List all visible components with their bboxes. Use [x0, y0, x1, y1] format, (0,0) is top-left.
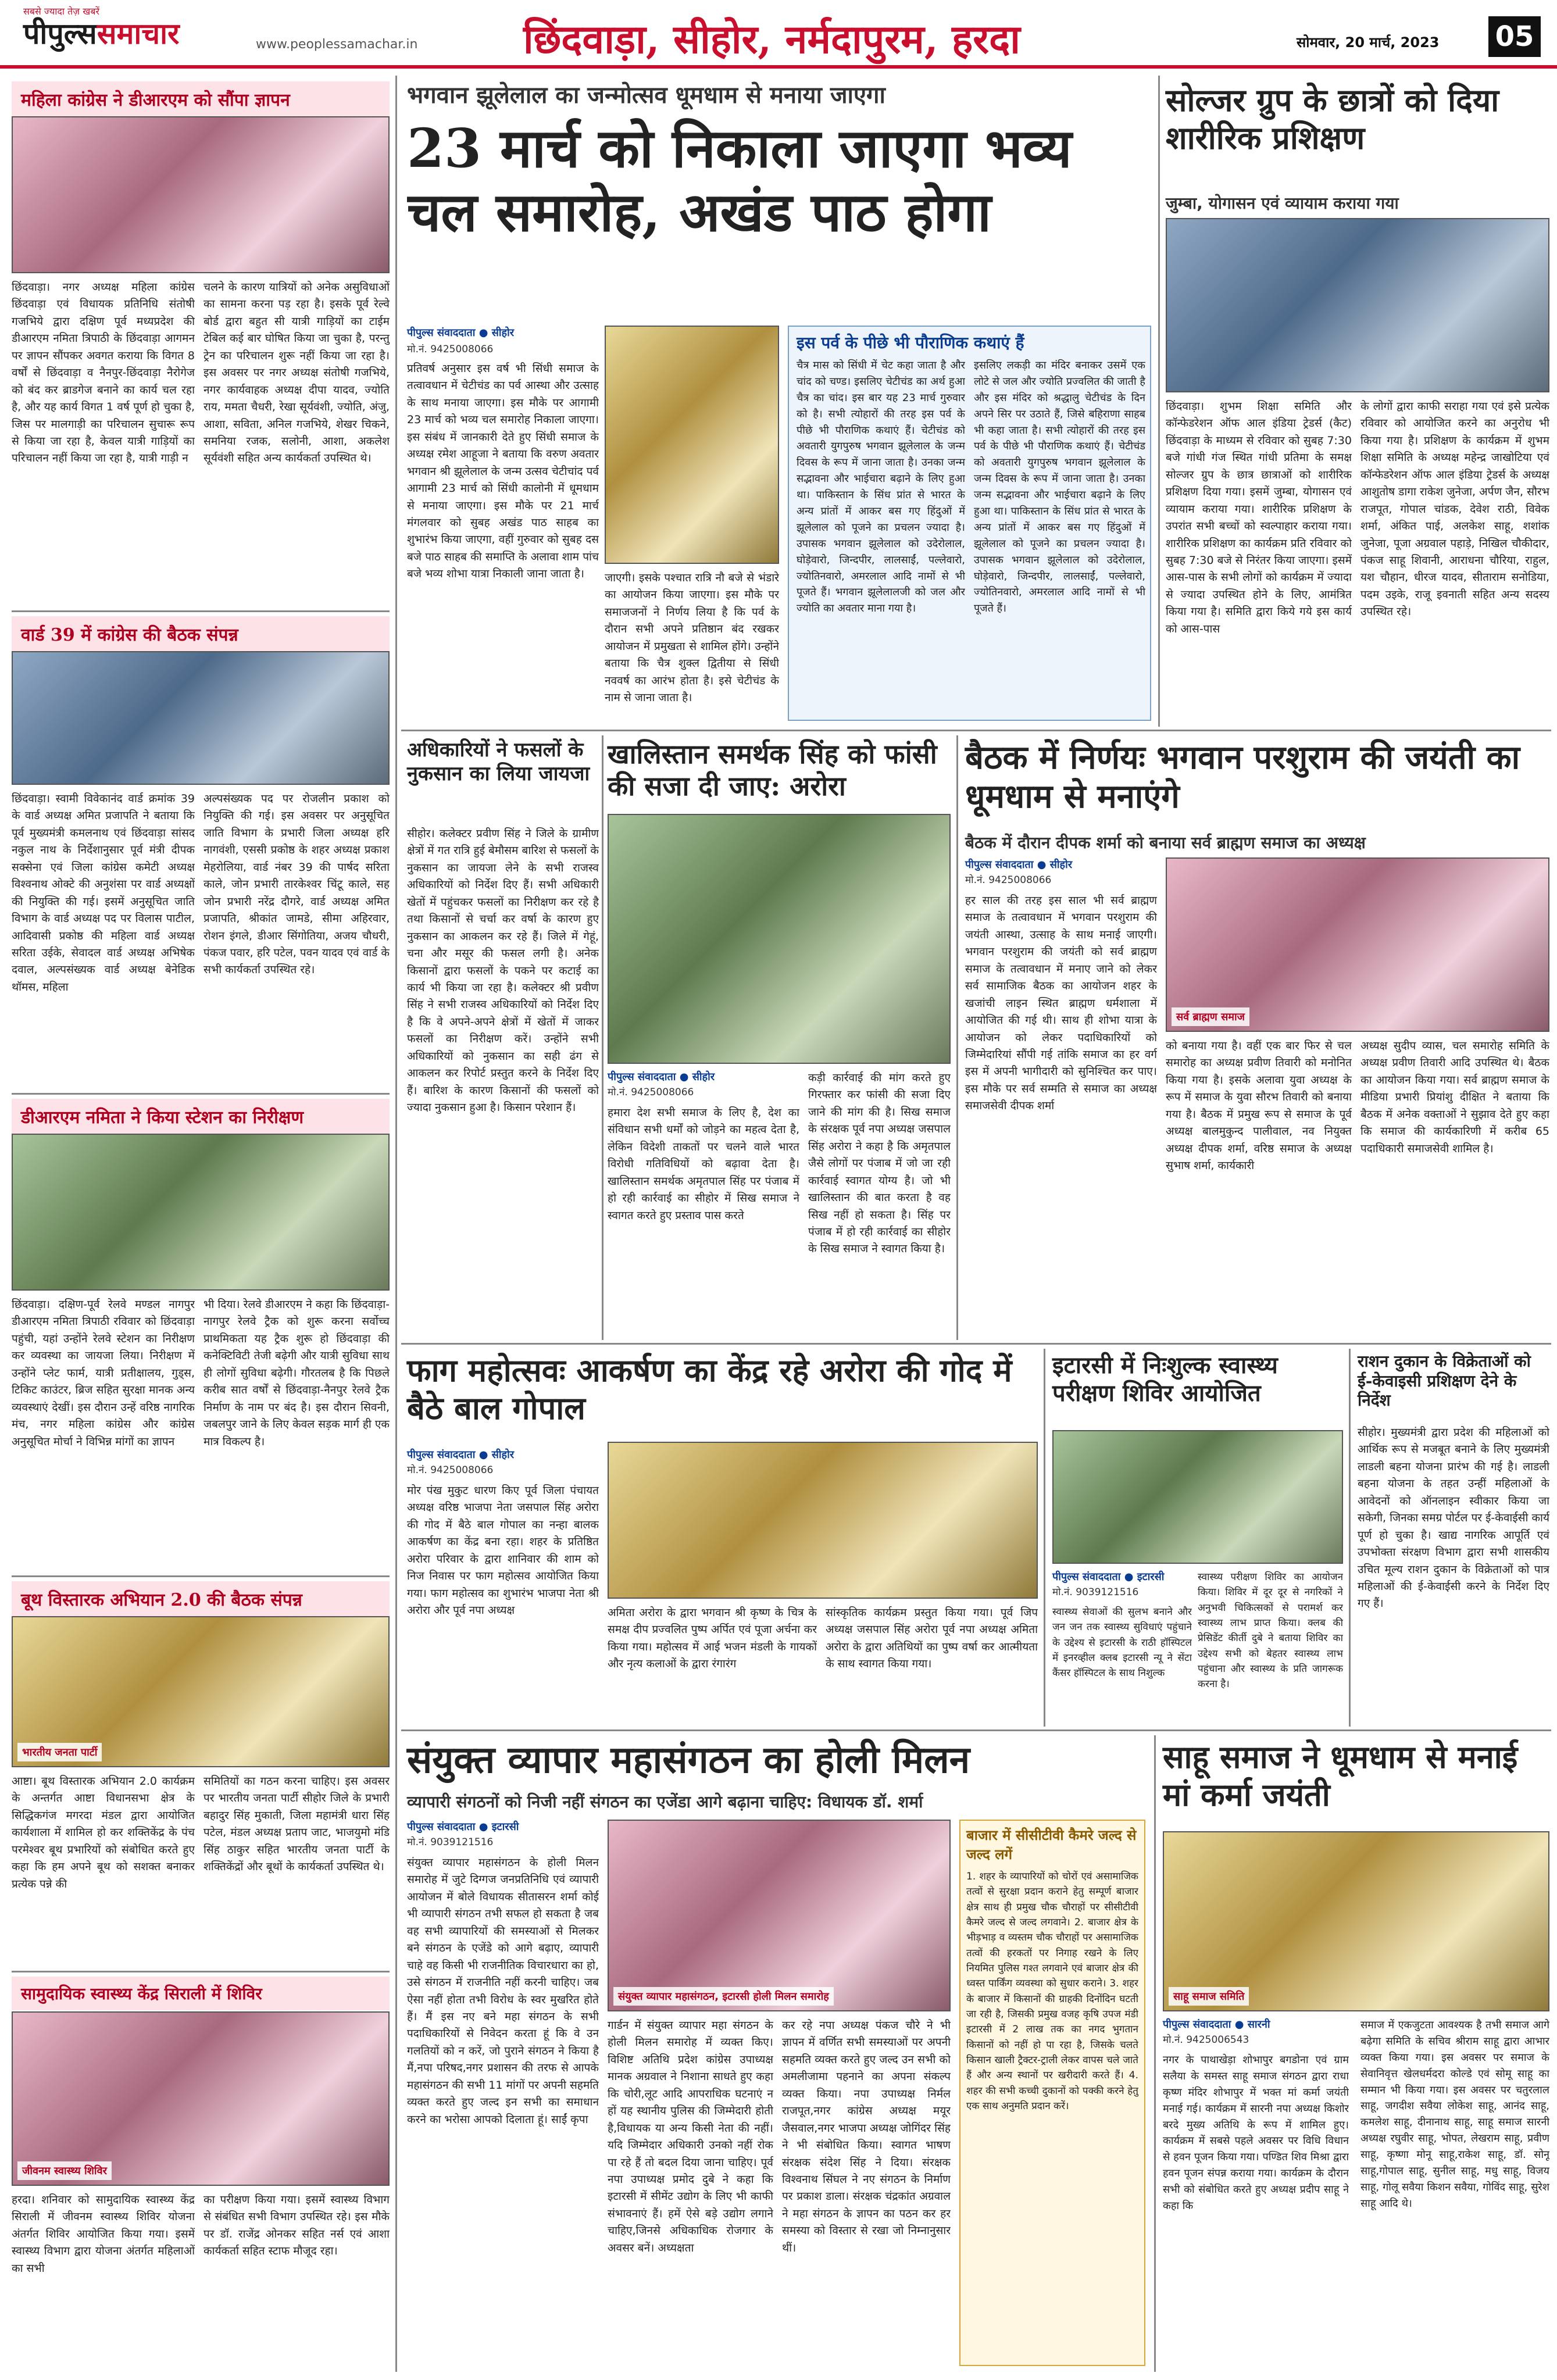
byline-name: पीपुल्स संवाददाता [608, 1071, 676, 1083]
divider [401, 1343, 1551, 1345]
article-photo [605, 326, 779, 564]
lead-headline: 23 मार्च को निकाला जाएगा भव्य चल समारोह, अखंड पाठ होगा [407, 117, 1072, 244]
article-body: कड़ी कार्रवाई की मांग करते हुए गिरफ्तार कर फांसी की सजा दिए जाने की मांग की है। सिख समाज के संरक्षक पूर्व नपा अध्यक्ष जसपाल सिंह अरोरा ने कहा है कि अमृतपाल जैसे लोगों पर पंजाब में जो जा रही कार्रवाई स्वागत योग्य है। जो भी खालिस्तान की बात करता है वह सिख नहीं हो सकता है। सिंह पर पंजाब में हो रही कार्रवाई का सीहोर के सिख समाज ने स्वागत किया है। [808, 1071, 951, 1256]
article-body: प्रतिवर्ष अनुसार इस वर्ष भी सिंधी समाज के तत्वावधान में चेटीचंड का पर्व आस्था और उत्साह के साथ मनाया जाएगा। इस मौके पर आगामी 23 मार्च को भव्य चल समारोह निकाला जाएगा। इस संबंध में जानकारी देते हुए सिंधी समाज के अध्यक्ष रमेश आहूजा ने बताया कि वरुण अवतार भगवान श्री झूलेलाल के जन्म उत्सव चेटीचांद पर्व आगामी 23 मार्च को सिंधी कालोनी में धूमधाम से मनाया जाएगा। इस मौके पर 21 मार्च मंगलवार को सुबह अखंड पाठ साहब का शुभारंभ किया जाएगा, वहीं गुरुवार को सुबह दस बजे पाठ साहब की समाप्ति के अलावा शाम पांच बजे भव्य शोभा यात्रा निकाली जाना जाता है। [407, 362, 599, 581]
divider [12, 610, 390, 612]
article-headline: संयुक्त व्यापार महासंगठन का होली मिलन [407, 1738, 970, 1782]
article-headline: इटारसी में निःशुल्क स्वास्थ्य परीक्षण शिविर आयोजित [1052, 1352, 1278, 1407]
article-body: समितियों का गठन करना चाहिए। इस अवसर पर भारतीय जनता पार्टी सीहोर जिले के प्रभारी बहादुर सिंह मुकाती, जिला महामंत्री धारा सिंह पटेल, मंडल अध्यक्ष प्रताप जाट, भाजयुमो मंडि सिंह ठाकुर सहित भारतीय जनता पार्टी के शक्तिकेंद्रों और बूथों के कार्यकर्ता उपस्थित थे। [203, 1775, 390, 1874]
byline-place: सीहोर [491, 1449, 515, 1461]
article-body: छिंदवाड़ा। नगर अध्यक्ष महिला कांग्रेस छिंदवाड़ा एवं विधायक प्रतिनिधि संतोषी गजभिये द्वारा दक्षिण पूर्व मध्यप्रदेश की डीआरएम नमिता त्रिपाठी के छिंदवाड़ा आगमन पर ज्ञापन सौंपकर अवगत कराया कि विगत 8 वर्षों से छिंदवाड़ा व नैनपुर-छिंदवाड़ा नैरोगेज को बंद कर ब्राडगेज बनाने का कार्य चल रहा है, और यह कार्य विगत 1 वर्ष पूर्ण हो चुका है, जिस पर मालगाड़ी का परिचालन सुचारू रूप से किया जा रहा है, केवल यात्री गाड़ियों का परिचालन नहीं किया जा रहा है, यात्री गाड़ी न [12, 281, 195, 465]
photo-banner-text: जीवनम स्वास्थ्य शिविर [17, 2161, 112, 2180]
byline-place: सीहोर [1049, 859, 1073, 871]
info-box-title: बाजार में सीसीटीवी कैमरे जल्द से जल्द लगें [966, 1827, 1137, 1863]
article-body: को बनाया गया है। वहीं एक बार फिर से चल समारोह का अध्यक्ष प्रवीण तिवारी को मनोनित किया गया है। इसके अलावा युवा अध्यक्ष के रूप में समाज के युवा सौरभ तिवारी को बनाया गया है। बैठक में प्रमुख रूप से समाज के पूर्व अध्यक्ष बालमुकुन्द पालीवाल, नव नियुक्त अध्यक्ष दीपक शर्मा, वरिष्ठ समाज के अध्यक्ष सुभाष शर्मा, कार्यकारी [1166, 1039, 1352, 1173]
article-photo [1166, 218, 1549, 392]
photo-banner-text: साहू समाज समिति [1169, 1987, 1249, 2006]
article-photo [12, 651, 390, 785]
article-headline: साहू समाज ने धूमधाम से मनाई मां कर्मा जयंती [1163, 1738, 1518, 1813]
dot-icon: ● [1037, 859, 1047, 871]
article-headline: फाग महोत्सवः आकर्षण का केंद्र रहे अरोरा की गोद में बैठे बाल गोपाल [407, 1352, 1012, 1427]
article-photo [1163, 1831, 1549, 2011]
column-divider [602, 735, 603, 1340]
article-body: छिंदवाड़ा। शुभम शिक्षा समिति और कॉन्फेडरेशन ऑफ आल इंडिया ट्रेडर्स (कैट) छिंदवाड़ा के माध्यम से रविवार को सुबह 7:30 बजे गांधी गंज स्थित गांधी प्रतिमा के समक्ष सोल्जर ग्रुप के छात्र छात्राओं को शारीरिक प्रशिक्षण दिया गया। इसमें जुम्बा, योगासन एवं व्यायाम कराया गया। शारीरिक प्रशिक्षण के उपरांत सभी बच्चों को स्वल्पाहार कराया गया। शारीरिक प्रशिक्षण का कार्यक्रम प्रति रविवार को सुबह 7:30 बजे से निरंतर किया जाएगा। इसमें आस-पास के सभी लोगों को कार्यक्रम में ज्यादा से ज्यादा उपस्थित होने के लिए, आमंत्रित किया गया है। समिति द्वारा किये गये इस कार्य को आस-पास [1166, 400, 1352, 635]
article-photo [608, 814, 951, 1064]
photo-banner-text: संयुक्त व्यापार महासंगठन, इटारसी होली मिलन समारोह [613, 1987, 834, 2006]
article-body: छिंदवाड़ा। स्वामी विवेकानंद वार्ड क्रमांक 39 के वार्ड अध्यक्ष अमित प्रजापति ने बताया कि पूर्व मुख्यमंत्री कमलनाथ एवं छिंदवाड़ा सांसद नकुल नाथ के निर्देशानुसार पूर्व मंत्री दीपक सक्सेना एवं जिला कांग्रेस कमेटी अध्यक्ष विश्वनाथ ओक्टे की अनुशंसा पर वार्ड अध्यक्षों की नियुक्ति की गई। इसमें अनुसूचित जाति विभाग के वार्ड अध्यक्ष पद पर विलास पाटील, आदिवासी प्रकोष्ठ की महिला वार्ड अध्यक्ष सरिता उईके, सेवादल वार्ड अध्यक्ष अभिषेक दवाल, अल्पसंख्यक वार्ड अध्यक्ष बेनेडिक थॉमस, महिला [12, 792, 195, 994]
column-divider [956, 735, 958, 1340]
article-body: स्वास्थ्य परीक्षण शिविर का आयोजन किया। शिविर में दूर दूर से नगरिकों ने अनुभवी चिकित्सकों से परामर्श कर स्वास्थ्य लाभ प्राप्त किया। क्लब की प्रेसिडेंट कीर्ती दुबे ने बताया शिविर का उद्देश्य सभी को बेहतर स्वास्थ्य लाभ पहुंचाना और स्वास्थ्य के प्रति जागरूक करना है। [1198, 1571, 1343, 1691]
article-headline: बैठक में निर्णयः भगवान परशुराम की जयंती का धूमधाम से मनाएंगे [965, 738, 1520, 816]
article-headline: वार्ड 39 में कांग्रेस की बैठक संपन्न [12, 616, 390, 652]
info-box-body: 1. शहर के व्यापारियों को चोरों एवं असामाजिक तत्वों से सुरक्षा प्रदान कराने हेतु सम्पूर्ण बाजार क्षेत्र साथ ही प्रमुख चौक चौराहों पर सीसीटीवी कैमरे जल्द से जल्द लगवाने। 2. बाजार क्षेत्र के भीड़भाड़ व व्यस्तम चौक चौराहों पर असामाजिक तत्वों की हरकतों पर निगाह रखने के लिए नियमित पुलिस गश्त लगवाने एवं बाजार क्षेत्र की ध्वस्त पार्किंग व्यवस्था को सुधार कराने। 3. शहर के बाजार में किसानों की ग्राहकी दिनोंदिन घटती जा रही है, जिसकी प्रमुख वजह कृषि उपज मंडी इटारसी में 2 लाख तक का नगद भुगतान किसानों को नहीं हो पा रहा है, जिसके चलते किसान खाली ट्रैक्टर-ट्राली लेकर वापस चले जाते हैं और अन्य स्थानों पर खरीदारी करते हैं। 4. शहर की सभी कच्ची दुकानों को पक्की करने हेतु एक साथ अनुमति प्रदान करें। [966, 1871, 1138, 2113]
article-body: सीहोर। मुख्यमंत्री द्वारा प्रदेश की महिलाओं को आर्थिक रूप से मजबूत बनाने के लिए मुख्यमंत्री लाडली बहना योजना प्रारंभ की गई है। लाडली बहना योजना के तहत उन्हीं महिलाओं के आवेदनों को ऑनलाइन स्वीकार किया जा सकेगी, जिनका समग्र पोर्टल पर ई-केवाईसी कार्य पूर्ण हो चुका है। खाद्य नागरिक आपूर्ति एवं उपभोक्ता संरक्षण विभाग द्वारा सभी शासकीय उचित मूल्य राशन दुकान के विक्रेताओं को पात्र महिलाओं की ई-केवाईसी करने के निर्देश दिए गए हैं। [1358, 1426, 1549, 1610]
article-photo [12, 1616, 390, 1767]
newspaper-logo[interactable] [23, 13, 180, 52]
article-body: आष्टा। बूथ विस्तारक अभियान 2.0 कार्यक्रम के अन्तर्गत आष्टा विधानसभा क्षेत्र के सिद्धिकगंज मगरदा मंडल द्वारा आयोजित कार्यशाला में शामिल हो कर शक्तिकेंद्र के पंच परमेश्वर बूथ प्रभारियों को संबोधित करते हुए कहा कि हम अपने बूथ को सशक्त बनाकर प्रत्येक पन्ने की [12, 1775, 195, 1891]
column-divider [395, 76, 397, 2372]
dot-icon: ● [1234, 2018, 1244, 2031]
article-body: भी दिया। रेलवे डीआरएम ने कहा कि छिंदवाड़ा-नागपुर रेलवे ट्रैक को शुरू करना सर्वोच्च प्राथमिकता यह ट्रैक शुरू हो छिंदवाड़ा की कनेक्टिविटी तेजी बढ़ेगी और यात्री सुविधा साथ ही लोगों सुविधा बढ़ेगी। गौरतलब है कि पिछले करीब सात वर्षों से छिंदवाड़ा-नैनपुर रेलवे ट्रैक निर्माण के नाम पर बंद है। इस दौरान सिवनी, जबलपुर जाने के लिए केवल सड़क मार्ग ही एक मात्र विकल्प है। [203, 1298, 390, 1448]
byline-place: इटारसी [1137, 1571, 1165, 1583]
byline-place: सीहोर [692, 1071, 715, 1083]
info-box-title: इस पर्व के पीछे भी पौराणिक कथाएं हैं [797, 333, 1024, 352]
article-headline: खालिस्तान समर्थक सिंह को फांसी की सजा दी जाए: अरोरा [608, 738, 937, 802]
article-body: जाएगी। इसके पश्चात रात्रि नौ बजे से भंडारे का आयोजन किया जाएगा। इस मौके पर समाजजनों ने निर्णय लिया है कि पर्व के दौरान सभी अपने प्रतिष्ठान बंद रखकर आयोजन में प्रमुखता से शामिल होंगे। उन्होंने बताया कि चैत्र शुक्ल द्वितीया से सिंधी नववर्ष का आरंभ होता है। इसे चेटीचंड के नाम से जाना जाता है। [605, 571, 779, 705]
article-body: के लोगों द्वारा काफी सराहा गया एवं इसे प्रत्येक रविवार को आयोजित करने का अनुरोध भी किया गया है। प्रशिक्षण के कार्यक्रम में शुभम शिक्षा समिति के अध्यक्ष महेन्द्र जाखोटिया एवं कॉन्फेडरेशन ऑफ आल इंडिया ट्रेडर्स के अध्यक्ष आशुतोष डागा राकेश जुनेजा, अर्पण जैन, सौरभ राजपूत, गोपाल चांडक, देवेश राठी, विवेक शर्मा, अंकित पाई, अलकेश साहू, शशांक जुनेजा, पूजा अग्रवाल पहाड़े, निखिल चौकीदार, पंकज साहू शिवानी, आराधना चौरिया, राहुल, यश चौहान, धीरज यादव, सीताराम सनोडिया, पदम उइके, राजू इवनाती सहित अन्य सदस्य उपस्थित रहे। [1360, 400, 1549, 619]
article-body: सांस्कृतिक कार्यक्रम प्रस्तुत किया गया। पूर्व जिप अध्यक्ष जसपाल सिंह अरोरा पूर्व नपा अध्यक्ष अमिता अरोरा के द्वारा अतिथियों का पुष्प वर्षा कर आत्मीयता के साथ स्वागत किया गया। [826, 1606, 1038, 1671]
reporter-mobile: मो.नं. 9425008066 [965, 874, 1052, 886]
article-photo [1052, 1430, 1343, 1564]
article-photo [12, 116, 390, 273]
article-headline: महिला कांग्रेस ने डीआरएम को सौंपा ज्ञापन [12, 81, 390, 117]
article-body: चलने के कारण यात्रियों को अनेक असुविधाओं का सामना करना पड़ रहा है। इसके पूर्व रेल्वे बोर्ड द्वारा बहुत सी यात्री गाड़ियों का टाईम टेबिल कई बार घोषित किया जा चुका है, परन्तु ट्रेन का परिचालन शुरू नहीं किया जा रहा है। इस अवसर पर नगर अध्यक्ष संतोषी गजभिये, नगर कार्यवाहक अध्यक्ष दीपा यादव, ज्योति राय, ममता चैधरी, रेखा सूर्यवंशी, ज्योति, अंजु, आशा, सविता, अनिल गजभिये, शेखर चिकने, समनिया रजक, सलोनी, आशा, अकलेश सूर्यवंशी सहित अन्य कार्यकर्ता उपस्थित थे। [203, 281, 390, 465]
byline-name: पीपुल्स संवाददाता [407, 1821, 476, 1833]
article-subhead: बैठक में दौरान दीपक शर्मा को बनाया सर्व ब्राह्मण समाज का अध्यक्ष [965, 833, 1366, 852]
article-body: नगर के पाथाखेड़ा शोभापुर बगडोना एवं ग्राम सलैया के समस्त साहू समाज संगठन द्वारा राधा कृष्ण मंदिर शोभापुर में भक्त मां कर्मा जयंती मनाई गई। कार्यक्रम में सारनी नपा अध्यक्ष किशोर बरदे मुख्य अतिथि के रूप में शामिल हुए। कार्यक्रम में सबसे पहले अवसर पर विधि विधान से हवन पूजन किया गया। पण्डित शिव मिश्रा द्वारा हवन पूजन संपन्न कराया गया। कार्यक्रम के दौरान सभी को संबोधित करते हुए अध्यक्ष प्रदीप साहू ने कहा कि [1163, 2054, 1349, 2213]
dot-icon: ● [478, 1449, 488, 1461]
reporter-mobile: मो.नं. 9425006543 [1163, 2034, 1249, 2046]
article-body: समाज में एकजुटता आवश्यक है तभी समाज आगे बढ़ेगा समिति के सचिव श्रीराम साहू द्वारा आभार व्यक्त किया गया। इस अवसर पर समाज के सेवानिवृत्त खेलधर्मदरा कोल्डे एवं सोमू साहू का सम्मान भी किया गया। इस अवसर पर चतुरलाल साहू, जगदीश सवैया लोकेश साहू, आनंद साहू, कमलेश साहू, दीनानाथ साहू, साहू समाज सारनी अध्यक्ष रघुवीर साहू, भोपत, लेखराम साहू, प्रवीण साहू, कृष्णा मोनू साहू,राकेश साहू, डॉ. सोनू साहू,गोपाल साहू, सुनील साहू, मधु साहू, विजय साहू, गोलू सवैया किशन सवैया, गोविंद साहू, सुरेश साहू आदि थे। [1360, 2019, 1549, 2210]
article-body: हमारा देश सभी समाज के लिए है, देश का संविधान सभी धर्मों को जोड़ने का महत्व देता है, लेकिन विदेशी ताकतों पर चलने वाले भारत विरोधी गतिविधियों को बढ़ावा देता है। खालिस्तान समर्थक अमृतपाल सिंह पर पंजाब में हो रही कार्रवाई का सीहोर में सिख समाज ने स्वागत करते हुए प्रस्ताव पास करते [608, 1106, 799, 1222]
divider [401, 730, 1551, 731]
site-url[interactable]: www.peoplessamachar.in [256, 37, 418, 52]
article-kicker: भगवान झूलेलाल का जन्मोत्सव धूमधाम से मनाया जाएगा [407, 81, 885, 109]
article-photo [1166, 857, 1549, 1032]
article-body: कर रहे नपा अध्यक्ष पंकज चौरे ने भी ज्ञापन में वर्णित सभी समस्याओं पर अपनी सहमति व्यक्त करते हुए जल्द उन सभी को अमलीजामा पहनाने का अपना संकल्प व्यक्त किया। नपा उपाध्यक्ष निर्मल राजपूत,नगर कांग्रेस अध्यक्ष मयूर जैसवाल,नगर भाजपा अध्यक्ष जोगिंदर सिंह ने भी संबोधित किया। स्वागत भाषण संरक्षक संदेश सिंह ने दिया। संरक्षक विश्वनाथ सिंघल ने नए संगठन के निर्माण पर प्रकाश डाला। संरक्षक चंद्रकांत अग्रवाल ने महा संगठन के ज्ञापन का पठन कर हर समस्या को विस्तार से रखा जो निम्नानुसार थीं। [782, 2019, 951, 2254]
column-divider [1349, 1349, 1351, 1727]
section-title: छिंदवाड़ा, सीहोर, नर्मदापुरम, हरदा [523, 16, 1020, 63]
article-body: अमिता अरोरा के द्वारा भगवान श्री कृष्ण के चित्र के समक्ष दीप प्रज्वलित पुष्प अर्पित एवं पूजा अर्चना कर किया गया। महोत्सव में आई भजन मंडली के गायकों और नृत्य कलाओं के द्वारा रंगारंग [608, 1606, 817, 1671]
byline-place: सीहोर [491, 327, 515, 339]
article-body: संयुक्त व्यापार महासंगठन के होली मिलन समारोह में जुटे दिग्गज जनप्रतिनिधि एवं व्यापारी आयोजन में बोले विधायक सीतासरन शर्मा कोई भी व्यापारी संगठन तभी सफल हो सकता है जब वह सभी व्यापारियों की समस्याओं से मिलकर बने संगठन के एजेंडे को आगे बढ़ाए, व्यापारी चाहे वह किसी भी राजनीतिक विचारधारा का हो, उसे संगठन में राजनीति नहीं करनी चाहिए। जब ऐसा नहीं होता तभी विरोध के स्वर मुखरित होते हैं। मैं इस नए बने महा संगठन के सभी पदाधिकारियों से निवेदन करता हूं कि वे उन गलतियों को न करें, जो पुराने संगठन ने किया है मैं,नपा परिषद,नगर प्रशासन की तरफ से आपके महासंगठन की सभी 11 मांगों पर अपनी सहमति व्यक्त करते हुए जल्द इन सभी का समाधान करने का भरोसा आपको दिलाता हूं। साईं कृपा [407, 1856, 599, 2126]
reporter-mobile: मो.नं. 9425008066 [407, 1464, 494, 1476]
column-divider [1154, 1735, 1156, 2372]
article-headline: बूथ विस्तारक अभियान 2.0 की बैठक संपन्न [12, 1581, 390, 1617]
photo-banner-text: सर्व ब्राह्मण समाज [1172, 1007, 1249, 1026]
article-body: मोर पंख मुकुट धारण किए पूर्व जिला पंचायत अध्यक्ष वरिष्ठ भाजपा नेता जसपाल सिंह अरोरा की गोद में बैठे बाल गोपाल का नन्हा बालक आकर्षण का केंद्र बना रहा। शहर के प्रतिष्ठित अरोरा परिवार के द्वारा शानिवार की शाम को निज निवास पर फाग महोत्सव आयोजित किया गया। फाग महोत्सव का शुभारंभ भाजपा नेता श्री अरोरा और पूर्व नपा अध्यक्ष [407, 1484, 599, 1617]
article-body: सीहोर। कलेक्टर प्रवीण सिंह ने जिले के ग्रामीण क्षेत्रों में गत रात्रि हुई बेमौसम बारिश से फसलों के नुकसान का जायजा लेने के सभी राजस्व अधिकारियों को निर्देश दिए हैं। सभी अधिकारी खेतों में पहुंचकर फसलों का निरीक्षण कर रहे है तथा किसानों से चर्चा कर वर्षा के कारण हुए नुकसान का आकलन कर रहे हैं। जिले में गेहूं, चना और मसूर की फसल लगी है। अनेक किसानों द्वारा फसलों के पकने पर कटाई का कार्य भी किया जा रहा है। कलेक्टर श्री प्रवीण सिंह ने सभी राजस्व अधिकारियों को निर्देश दिए है कि वे अपने-अपने क्षेत्रों में खेतों में जाकर फसलों का निरीक्षण करें। उन्होंने सभी अधिकारियों को नुकसान का सही ढंग से आकलन कर रिपोर्ट प्रस्तुत करने के निर्देश दिए हैं। बारिश के कारण किसानों की फसलों को ज्यादा नुकसान हुआ है। किसान परेशान हैं। [407, 827, 599, 1114]
article-photo [608, 1442, 1038, 1599]
article-photo [608, 1820, 951, 2011]
issue-date: सोमवार, 20 मार्च, 2023 [1297, 34, 1440, 51]
dot-icon: ● [1124, 1571, 1134, 1583]
reporter-mobile: मो.नं. 9039121516 [1052, 1586, 1139, 1598]
article-body: अध्यक्ष सुदीप व्यास, चल समारोह समिति के अध्यक्ष प्रवीण तिवारी आदि उपस्थित थे। बैठक का आयोजन किया गया। सर्व ब्राह्मण समाज के मीडिया प्रभारी प्रियांशु दीक्षित ने बताया कि बैठक में अनेक वक्ताओं ने सुझाव देते हुए कहा कि समाज की कार्यकारिणी में करीब 65 पदाधिकारी समाजसेवी शामिल है। [1360, 1039, 1549, 1155]
byline [407, 1820, 519, 1834]
byline-name: पीपुल्स संवाददाता [1052, 1571, 1121, 1583]
reporter-mobile: मो.नं. 9425008066 [407, 344, 494, 355]
dot-icon: ● [478, 1821, 488, 1833]
article-photo [12, 2011, 390, 2186]
info-box-body: इसलिए लकड़ी का मंदिर बनाकर उसमें एक लोटे से जल और ज्योति प्रज्वलित की जाती है और इस मंदिर को श्रद्धालु चेटीचंड के दिन अपने सिर पर उठाते हैं, जिसे बहिराणा साहब भी कहा जाता है। सभी त्योहारों की तरह इस पर्व के पीछे भी पौराणिक कथाएं हैं। चेटीचंड को अवतारी युगपुरुष भगवान झूलेलाल के जन्म दिवस के रूप में जाना जाता है। उनका जन्म सद्भावना और भाईचारा बढ़ाने के लिए हुआ था। पाकिस्तान के सिंध प्रांत से भारत के अन्य प्रांतों में आकर बस गए हिंदुओं में झूलेलाल को पूजने का प्रचलन ज्यादा है। उपासक भगवान झूलेलाल को उदेरोलाल, घोड़ेवारो, जिन्दपीर, लालसाईं, पल्लेवारो, ज्योतिनवारो, अमरलाल आदि नामों से भी पूजते हैं। [974, 359, 1145, 615]
article-body: का परीक्षण किया गया। इसमें स्वास्थ्य विभाग से संबंधित सभी विभाग उपस्थित रहे। इस मौके पर डॉ. राजेंद्र ओनकर सहित नर्स एवं आशा कार्यकर्ता सहित स्टाफ मौजूद रहा। [203, 2193, 390, 2258]
byline [407, 326, 599, 340]
article-body: हरदा। शनिवार को सामुदायिक स्वास्थ्य केंद्र सिराली में जीवनम स्वास्थ्य शिविर योजना अंतर्गत शिविर आयोजित किया गया। इसमें स्वास्थ्य विभाग द्वारा योजना अंतर्गत महिलाओं का सभी [12, 2193, 195, 2275]
reporter-mobile: मो.नं. 9039121516 [407, 1836, 494, 1848]
article-headline: सामुदायिक स्वास्थ्य केंद्र सिराली में शिविर [12, 1977, 390, 2010]
divider [12, 1093, 390, 1095]
divider [12, 1971, 390, 1972]
article-headline: अधिकारियों ने फसलों के नुकसान का लिया जायजा [407, 738, 590, 785]
article-photo [12, 1134, 390, 1291]
byline [608, 1070, 715, 1084]
article-subhead: जुम्बा, योगासन एवं व्यायाम कराया गया [1166, 194, 1399, 213]
article-body: हर साल की तरह इस साल भी सर्व ब्राह्मण समाज के तत्वावधान में भगवान परशुराम की जयंती आस्था, उत्साह के साथ मनाई जाएगी। भगवान परशुराम की जयंती को सर्व ब्राह्मण समाज के तत्वावधान में मनाए जाने को लेकर सर्व सामाजिक बैठक का आयोजन शहर के खजांची लाइन स्थित ब्राह्मण धर्मशाला में आयोजित की गई थी। साथ ही शोभा यात्रा के आयोजन को लेकर पदाधिकारियों को जिम्मेदारियां सौंपी गई तांकि समाज का हर वर्ग इस में अपनी भागीदारी को सुनिश्चित कर पाए। इस मौके पर सर्व सम्मति से समाज का अध्यक्ष समाजसेवी दीपक शर्मा [965, 894, 1157, 1113]
byline-name: पीपुल्स संवाददाता [965, 859, 1034, 871]
byline-name: पीपुल्स संवाददाता [407, 1449, 476, 1461]
divider [401, 1729, 1551, 1731]
divider [12, 1575, 390, 1577]
byline-name: पीपुल्स संवाददाता [1163, 2018, 1231, 2031]
dot-icon: ● [478, 327, 488, 339]
byline [1163, 2017, 1270, 2031]
info-box-body: चैत्र मास को सिंधी में चेट कहा जाता है और चांद को चण्ड। इसलिए चेटीचंड का अर्थ हुआ चैत्र का चांद। इस बार यह 23 मार्च गुरुवार को है। सभी त्योहारों की तरह इस पर्व के पीछे भी पौराणिक कथाएं हैं। चेटीचंड को अवतारी युगपुरुष भगवान झूलेलाल के जन्म दिवस के रूप में जाना जाता है। उनका जन्म सद्भावना और भाईचारा बढ़ाने के लिए हुआ था। पाकिस्तान के सिंध प्रांत से भारत के अन्य प्रांतों में आकर बस गए हिंदुओं में झूलेलाल को पूजने का प्रचलन ज्यादा है। उपासक भगवान झूलेलाल को उदेरोलाल, घोड़ेवारो, जिन्दपीर, लालसाईं, पल्लेवारो, ज्योतिनवारो, अमरलाल आदि नामों से भी पूजते हैं। भगवान झूलेलालजी को जल और ज्योति का अवतार माना गया है। [797, 359, 965, 615]
article-headline: डीआरएम नमिता ने किया स्टेशन का निरीक्षण [12, 1099, 390, 1134]
byline [965, 857, 1072, 871]
article-body: गार्डन में संयुक्त व्यापार महा संगठन के होली मिलन समारोह में व्यक्त किए। विशिष्ट अतिथि प्रदेश कांग्रेस उपाध्यक्ष मानक अग्रवाल ने निशाना साधते हुए कहा कि चोरी,लूट आदि आपराधिक घटनाएं न हों यह स्थानीय पुलिस की जिम्मेदारी होती है,विधायक या अन्य किसी नेता की नहीं। यदि जिम्मेदार अधिकारी उनको नहीं रोक पा रहे हैं तो बदल दिया जाना चाहिए। पूर्व नपा उपाध्यक्ष प्रमोद दुबे ने कहा कि इटारसी में सीमेंट उद्योग के लिए भी काफी संभावनाएं हैं। हमें ऐसे बड़े उद्योग लगाने चाहिए,जिनसे अधिकाधिक रोजगार के अवसर बनें। अध्यक्षता [608, 2019, 773, 2254]
reporter-mobile: मो.नं. 9425008066 [608, 1087, 694, 1098]
article-headline: सोल्जर ग्रुप के छात्रों को दिया शारीरिक प्रशिक्षण [1166, 81, 1499, 156]
article-body: स्वास्थ्य सेवाओं की सुलभ बनाने और जन जन तक स्वास्थ्य सुविधाएं पहुंचाने के उद्देश्य से इटारसी के राठी हॉस्पिटल में इनरव्हील क्लब इटारसी न्यू ने सेंटा कैंसर हॉस्पिटल के साथ निशुल्क [1052, 1606, 1192, 1679]
article-body: अल्पसंख्यक पद पर रोजलीन प्रकाश को नियुक्ति की गई। इस अवसर पर अनुसूचित जाति विभाग के प्रभारी जिला अध्यक्ष हरि नागवंशी, एससी प्रकोष्ठ के शहर अध्यक्ष प्रकाश मेहरोलिया, वार्ड नंबर 39 की पार्षद सरिता काले, जोन प्रभारी तारकेश्वर चिंटू काले, सह जोन प्रभारी नरेंद्र दौगरे, वार्ड अध्यक्ष अमित प्रजापति, श्रीकांत जामडे, सीमा अहिरवार, रोशन इंगले, डीआर सिंगोतिया, अजय चौधरी, पंकज पवार, हरि पटेल, पवन यादव एवं वार्ड के सभी कार्यकर्ता उपस्थित रहे। [203, 792, 390, 977]
byline [407, 1448, 514, 1461]
page-number: 05 [1488, 16, 1541, 57]
dot-icon: ● [679, 1071, 689, 1083]
column-divider [1044, 1349, 1045, 1727]
photo-banner-text: भारतीय जनता पार्टी [17, 1743, 102, 1761]
byline-name: पीपुल्स संवाददाता [407, 327, 476, 339]
logo-left: पीपुल्स [23, 16, 97, 51]
logo-right: समाचार [97, 16, 180, 51]
column-divider [1158, 76, 1160, 727]
article-subhead: व्यापारी संगठनों को निजी नहीं संगठन का एजेंडा आगे बढ़ाना चाहिए: विधायक डॉ. शर्मा [407, 1792, 923, 1811]
article-body: छिंदवाड़ा। दक्षिण-पूर्व रेलवे मण्डल नागपुर डीआरएम नमिता त्रिपाठी रविवार को छिंदवाड़ा पहुंची, यहां उन्होंने रेलवे स्टेशन का निरीक्षण कर व्यवस्था का जायजा लिया। निरीक्षण में उन्होंने प्लेट फार्म, यात्री प्रतीक्षालय, गुड्स, टिकिट काउंटर, ब्रिज सहित सुरक्षा मानक अन्य व्यवस्थाएं देखीं। इस दौरान उन्हें वरिष्ठ नागरिक मंच, नगर महिला कांग्रेस और कांग्रेस अनुसूचित मोर्चा ने विभिन्न मांगों का ज्ञापन [12, 1298, 195, 1448]
byline [1052, 1570, 1164, 1584]
masthead-tagline: सबसे ज्यादा तेज़ खबरें [23, 6, 100, 17]
byline-place: इटारसी [491, 1821, 519, 1833]
article-headline: राशन दुकान के विक्रेताओं को ई-केवाइसी प्रशिक्षण देने के निर्देश [1358, 1352, 1531, 1410]
byline-place: सारनी [1247, 2018, 1270, 2031]
